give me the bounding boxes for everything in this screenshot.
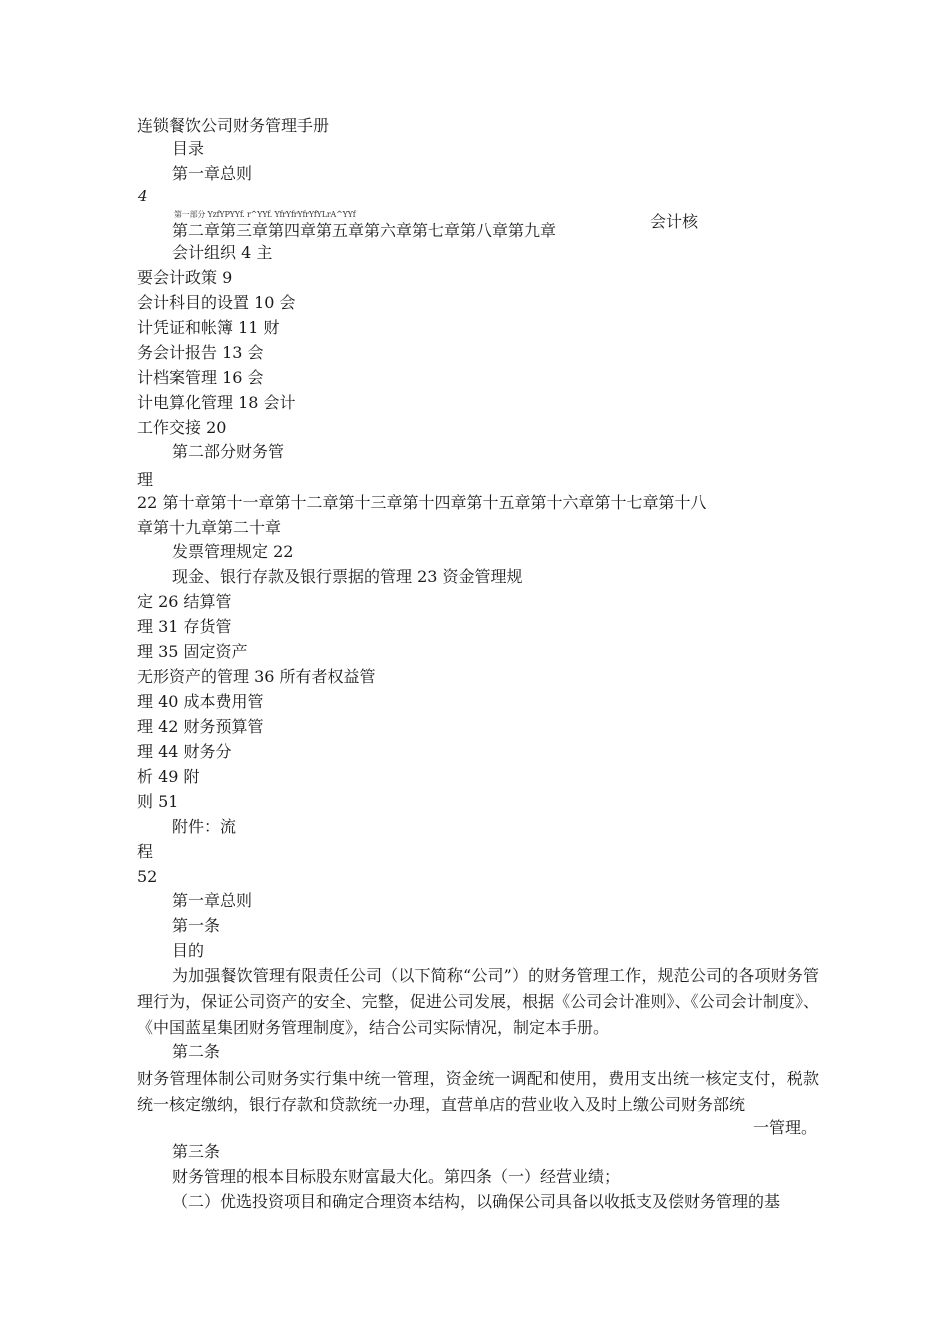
toc-line: 理 31 存货管 [137,617,232,636]
toc-line: 理 [137,470,154,489]
garbled-text-line: 第一部分 YzfYPYYf. r^YYf. YfrYfrYfrYfYLrA^YYf [174,210,356,219]
toc-line: 理 35 固定资产 [137,642,248,661]
article-paragraph: 财务管理体制公司财务实行集中统一管理，资金统一调配和使用，费用支出统一核定支付，税款统一核定缴纳，银行存款和贷款统一办理，直营单店的营业收入及时上缴公司财务部统 [137,1069,819,1114]
toc-line: 无形资产的管理 36 所有者权益管 [137,667,376,686]
toc-line: 计档案管理 16 会 [137,368,264,387]
article-heading: 第三条 [172,1142,221,1161]
toc-line: 第一章总则 [172,164,253,183]
toc-line: 发票管理规定 22 [172,542,294,561]
article-paragraph: 为加强餐饮管理有限责任公司（以下简称“公司”）的财务管理工作，规范公司的各项财务管理行为，保证公司资产的安全、完整，促进公司发展，根据《公司会计准则》、《公司会计制度》、《中国蓝星集团财务管理制度》，结合公司实际情况，制定本手册。 [137,966,819,1037]
toc-line: 务会计报告 13 会 [137,343,264,362]
toc-line: 第二部分财务管 [172,442,285,461]
toc-line: 理 42 财务预算管 [137,717,264,736]
article-title: 目的 [172,941,205,960]
toc-line: 52 [137,867,158,886]
toc-line: 析 49 附 [137,767,200,786]
document-title: 连锁餐饮公司财务管理手册 [137,116,330,135]
toc-line: 定 26 结算管 [137,592,232,611]
toc-line: 22 第十章第十一章第十二章第十三章第十四章第十五章第十六章第十七章第十八 [137,493,707,512]
toc-line: 现金、银行存款及银行票据的管理 23 资金管理规 [172,567,523,586]
toc-heading: 目录 [172,139,205,158]
toc-line: 会计科目的设置 10 会 [137,293,296,312]
article-heading: 第一条 [172,916,221,935]
toc-line: 计电算化管理 18 会计 [137,393,296,412]
toc-line: 章第十九章第二十章 [137,518,282,537]
chapter-heading: 第一章总则 [172,891,253,910]
toc-line: 程 [137,842,154,861]
toc-line: 附件：流 [172,817,237,836]
toc-line: 第二章第三章第四章第五章第六章第七章第八章第九章 [172,221,557,240]
toc-page-number: 4 [138,187,148,205]
article-paragraph-tail: 一管理。 [753,1118,818,1137]
article-paragraph: 财务管理的根本目标股东财富最大化。第四条（一）经营业绩； [172,1167,621,1186]
toc-line: 会计组织 4 主 [172,243,273,262]
toc-line: 则 51 [137,792,179,811]
toc-line: 理 40 成本费用管 [137,692,264,711]
toc-line: 理 44 财务分 [137,742,232,761]
article-paragraph: （二）优选投资项目和确定合理资本结构，以确保公司具备以收抵支及偿财务管理的基 [172,1192,781,1211]
toc-line: 计凭证和帐簿 11 财 [137,318,280,337]
article-heading: 第二条 [172,1042,221,1061]
toc-line: 要会计政策 9 [137,268,233,287]
toc-line-right: 会计核 [650,212,699,231]
toc-line: 工作交接 20 [137,418,227,437]
